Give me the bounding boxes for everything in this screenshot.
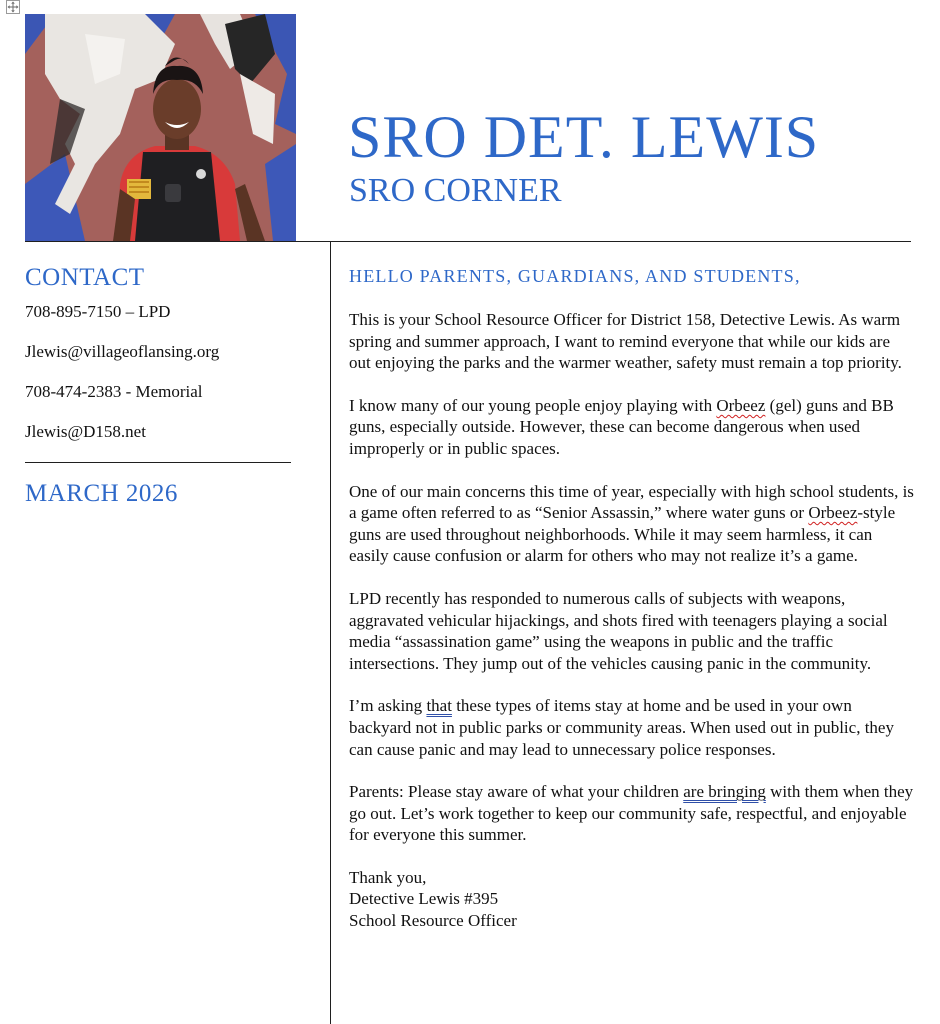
paragraph-request-text-end: these types of items stay at home and be used in your own backyard not in public parks or community areas. When used out in public, they can cause panic and may lead to unnecessary police responses. (349, 696, 894, 759)
sidebar (25, 262, 295, 510)
contact-heading: CONTACT (25, 264, 145, 291)
signature-title: School Resource Officer (349, 911, 517, 931)
header-divider (25, 241, 911, 242)
paragraph-lpd-calls: LPD recently has responded to numerous calls of subjects with weapons, aggravated vehicular hijackings, and shots fired with teenagers playing a social media “assassination game” using the weapons in public and the traffic intersections. They jump out of the vehicles causing panic in the community. (349, 588, 888, 673)
paragraph-parents-text-end: with them when they go out. Let’s work together to keep our community safe, respectful, and enjoyable for everyone this summer. (349, 782, 914, 845)
paragraph-intro: This is your School Resource Officer for District 158, Detective Lewis. As warm spring and summer approach, I want to remind everyone that while our kids are out enjoying the parks and the warmer weather, safety must remain a top priority. (349, 310, 902, 373)
paragraph-request (349, 695, 914, 760)
grammar-flag-word[interactable]: that (426, 696, 452, 716)
paragraph-gel-guns-text-end: (gel) guns and BB guns, especially outside. However, these can become dangerous when used improperly or in public spaces. (349, 395, 894, 458)
column-divider (330, 241, 331, 1024)
page-subtitle: SRO CORNER (349, 172, 562, 209)
move-arrows-icon (7, 1, 19, 13)
contact-email-village[interactable]: Jlewis@villageoflansing.org (25, 342, 220, 361)
signoff (349, 867, 914, 932)
signature-name: Detective Lewis #395 (349, 889, 499, 909)
paragraph-parents (349, 781, 914, 846)
letter-body (349, 263, 914, 932)
paragraph-senior-assassin-text: One of our main concerns this time of year, especially with high school students, is a game often referred to as “Senior Assassin,” where water guns or (349, 481, 914, 523)
sidebar-divider (25, 462, 291, 463)
paragraph-gel-guns (349, 395, 914, 460)
contact-list (25, 302, 295, 442)
paragraph-request-text: I’m asking (349, 696, 427, 716)
paragraph-parents-text: Parents: Please stay aware of what your children (349, 782, 684, 802)
paragraph-senior-assassin (349, 481, 914, 567)
page-title: SRO DET. LEWIS (348, 104, 820, 170)
officer-photo (25, 14, 296, 241)
closing-line: Thank you, (349, 867, 427, 887)
date-heading: MARCH 2026 (25, 480, 178, 507)
table-move-handle[interactable] (6, 0, 20, 14)
spelling-flag-word[interactable]: Orbeez (808, 503, 858, 523)
spelling-flag-word[interactable]: Orbeez (716, 395, 766, 415)
contact-phone-lpd: 708-895-7150 – LPD (25, 302, 171, 321)
grammar-flag-phrase[interactable]: are bringing (683, 782, 766, 802)
contact-email-district[interactable]: Jlewis@D158.net (25, 422, 146, 441)
contact-phone-memorial: 708-474-2383 - Memorial (25, 382, 203, 401)
letter-greeting: HELLO PARENTS, GUARDIANS, AND STUDENTS, (349, 266, 801, 286)
paragraph-gel-guns-text: I know many of our young people enjoy playing with (349, 395, 717, 415)
paragraph-senior-assassin-text-end: -style guns are used throughout neighborhoods. While it may seem harmless, it can easily cause confusion or alarm for others who may not realize it’s a game. (349, 503, 896, 566)
